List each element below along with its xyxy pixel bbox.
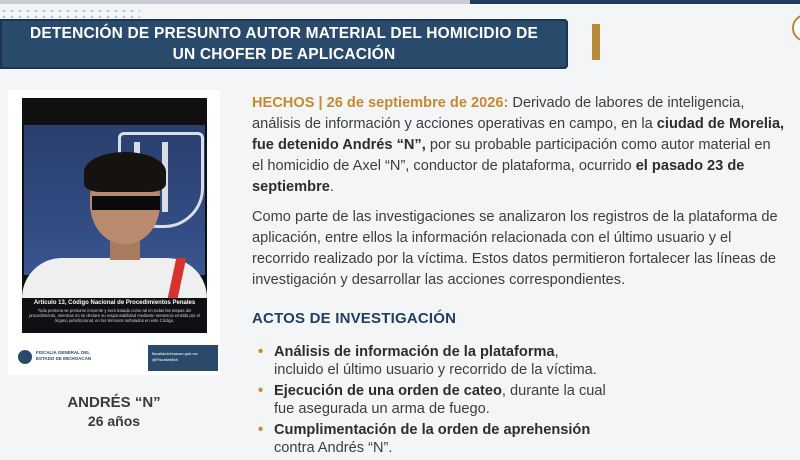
hechos-text: Derivado de labores de inteligencia, bbox=[508, 95, 745, 111]
legal-caption bbox=[22, 298, 207, 333]
hechos-date: HECHOS | 26 de septiembre de 2026: bbox=[252, 95, 509, 111]
actos-list bbox=[258, 343, 800, 460]
agency-name bbox=[36, 350, 91, 362]
seal-logo-icon bbox=[792, 14, 800, 42]
hechos-line-2 bbox=[252, 114, 800, 135]
hechos-line-1 bbox=[252, 93, 800, 114]
bullet-icon: • bbox=[258, 422, 264, 438]
bullet-icon: • bbox=[258, 344, 264, 360]
photo-top-bar bbox=[22, 98, 207, 125]
hechos-line-4 bbox=[252, 156, 800, 177]
investigation-line-3: recorrido realizado por la víctima. Estos datos permitieron fortalecer las líneas de bbox=[252, 251, 776, 267]
hechos-bold: fue detenido Andrés “N”, bbox=[252, 137, 426, 153]
item-line-2: contra Andrés “N”. bbox=[274, 440, 393, 456]
eye-censor-bar bbox=[92, 196, 160, 210]
hechos-bold: septiembre bbox=[252, 179, 330, 195]
suspect-photo bbox=[22, 98, 207, 333]
actos-heading: ACTOS DE INVESTIGACIÓN bbox=[252, 310, 457, 327]
contact-handle: @FiscaliaMich bbox=[152, 357, 179, 362]
poster-footer bbox=[8, 340, 220, 375]
item-text: , durante la cual bbox=[501, 383, 606, 399]
investigation-paragraph bbox=[252, 207, 800, 291]
hechos-line-3 bbox=[252, 135, 800, 156]
title-line-1: DETENCIÓN DE PRESUNTO AUTOR MATERIAL DEL HOMICIDIO DE bbox=[29, 25, 539, 42]
fge-logo-icon bbox=[18, 350, 32, 364]
contact-box bbox=[148, 345, 218, 371]
title-line-2: UN CHOFER DE APLICACIÓN bbox=[172, 46, 396, 63]
investigation-line-2: aplicación, entre ellos la información relacionada con el último usuario y el bbox=[252, 230, 732, 246]
bullet-icon: • bbox=[258, 383, 264, 399]
item-bold: Análisis de información de la plataforma bbox=[274, 344, 555, 360]
hechos-line-5 bbox=[252, 177, 800, 198]
item-bold: Cumplimentación de la orden de aprehensión bbox=[274, 422, 591, 438]
hechos-text: . bbox=[329, 179, 334, 195]
list-item bbox=[258, 382, 800, 418]
legal-caption-text: Toda persona se presume inocente y será tratada como tal en todas las etapas del procedimiento, mientras no se declare su responsabilidad mediante sentencia emitida por el órgano jurisdiccional, en los términos señalados en este Código. bbox=[29, 308, 200, 323]
contact-website: fiscaliamichoacan.gob.mx bbox=[152, 351, 198, 356]
item-text: , bbox=[554, 344, 559, 360]
top-rule-accent bbox=[470, 0, 800, 4]
hechos-text: por su probable participación como autor material en bbox=[425, 137, 771, 153]
item-line-2: incluido el último usuario y recorrido de la víctima. bbox=[274, 362, 597, 378]
legal-caption-title: Artículo 13, Código Nacional de Procedimientos Penales bbox=[33, 300, 196, 306]
investigation-line-1: Como parte de las investigaciones se analizaron los registros de la plataforma de bbox=[252, 209, 778, 225]
suspect-name: ANDRÉS “N” bbox=[67, 394, 161, 411]
title-banner bbox=[0, 19, 568, 69]
list-item bbox=[258, 421, 800, 457]
agency-line-2: ESTADO DE MICHOACÁN bbox=[36, 356, 92, 361]
gold-divider bbox=[592, 24, 600, 60]
suspect-hair bbox=[84, 152, 166, 192]
hechos-text: el homicidio de Axel “N”, conductor de plataforma, ocurrido bbox=[252, 158, 636, 174]
investigation-line-4: investigación y desarrollar las acciones correspondientes. bbox=[252, 272, 626, 288]
hechos-paragraph bbox=[252, 93, 800, 198]
hechos-bold: el pasado 23 de bbox=[635, 158, 745, 174]
suspect-age: 26 años bbox=[87, 413, 141, 429]
hechos-bold: ciudad de Morelia, bbox=[656, 116, 785, 132]
agency-line-1: FISCALÍA GENERAL DEL bbox=[36, 350, 91, 355]
item-bold: Ejecución de una orden de cateo bbox=[274, 383, 502, 399]
item-line-2: fue asegurada un arma de fuego. bbox=[274, 401, 490, 417]
suspect-poster bbox=[8, 90, 220, 375]
list-item bbox=[258, 343, 800, 379]
hechos-text: análisis de información y acciones operativas en campo, en la bbox=[252, 116, 657, 132]
